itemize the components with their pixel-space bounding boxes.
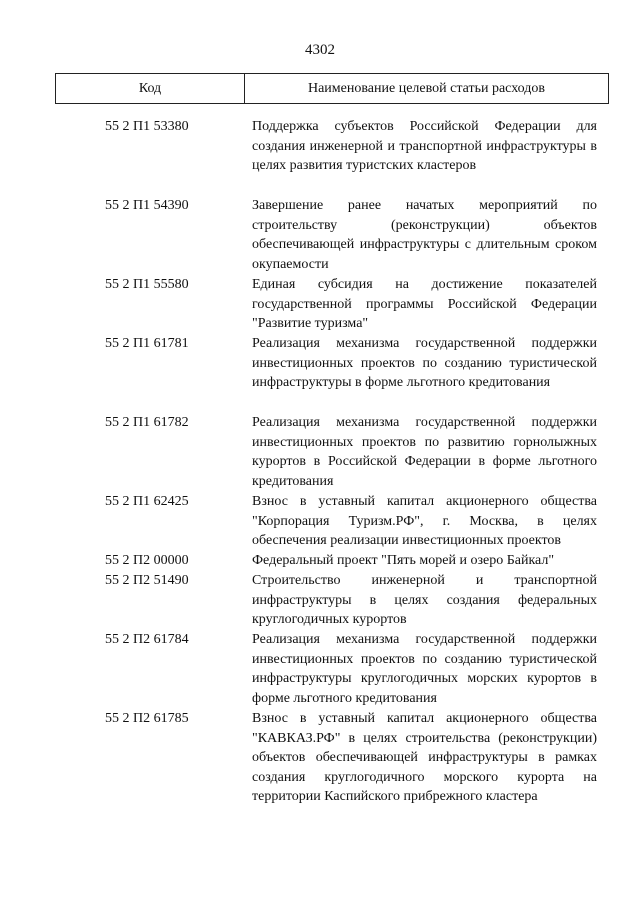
table-row xyxy=(0,117,640,196)
table-row xyxy=(0,709,640,827)
table-row xyxy=(0,551,640,571)
row-code: 55 2 П2 00000 xyxy=(105,553,189,568)
table-row xyxy=(0,492,640,551)
row-name: Реализация механизма государственной поддержки инвестиционных проектов по развитию горнолыжных курортов в Российской Федерации в форме льготного кредитования xyxy=(252,415,597,489)
row-name: Единая субсидия на достижение показателей государственной программы Российской Федерации "Развитие туризма" xyxy=(252,277,597,332)
row-code: 55 2 П1 54390 xyxy=(105,198,189,213)
table-header xyxy=(55,73,609,104)
row-code: 55 2 П1 61781 xyxy=(105,336,189,351)
row-code: 55 2 П1 55580 xyxy=(105,277,189,292)
row-name: Строительство инженерной и транспортной инфраструктуры в целях создания федеральных круглогодичных курортов xyxy=(252,573,597,628)
header-code: Код xyxy=(56,74,245,103)
page-number: 4302 xyxy=(305,42,335,58)
row-code: 55 2 П1 62425 xyxy=(105,494,189,509)
table-body xyxy=(0,117,640,827)
row-name: Взнос в уставный капитал акционерного общества "КАВКАЗ.РФ" в целях строительства (реконструкции) объектов обеспечивающей инфраструктуры в рамках создания круглогодичного морского курорта на территории Каспийского прибрежного кластера xyxy=(252,711,597,805)
row-code: 55 2 П2 51490 xyxy=(105,573,189,588)
row-code: 55 2 П2 61784 xyxy=(105,632,189,647)
table-row xyxy=(0,630,640,709)
row-name: Федеральный проект "Пять морей и озеро Байкал" xyxy=(252,553,555,568)
row-name: Поддержка субъектов Российской Федерации для создания инженерной и транспортной инфраструктуры в целях развития туристских кластеров xyxy=(252,119,597,174)
row-code: 55 2 П2 61785 xyxy=(105,711,189,726)
row-name: Взнос в уставный капитал акционерного общества "Корпорация Туризм.РФ", г. Москва, в целях обеспечения реализации инвестиционных проектов xyxy=(252,494,597,549)
row-code: 55 2 П1 53380 xyxy=(105,119,189,134)
table-row xyxy=(0,275,640,334)
row-name: Реализация механизма государственной поддержки инвестиционных проектов по созданию туристической инфраструктуры круглогодичных морских курортов в форме льготного кредитования xyxy=(252,632,597,706)
row-name: Завершение ранее начатых мероприятий по строительству (реконструкции) объектов обеспечивающей инфраструктуры с длительным сроком окупаемости xyxy=(252,198,597,272)
table-row xyxy=(0,196,640,275)
header-name: Наименование целевой статьи расходов xyxy=(307,80,546,96)
row-name: Реализация механизма государственной поддержки инвестиционных проектов по созданию туристической инфраструктуры в форме льготного кредитования xyxy=(252,336,597,391)
table-row xyxy=(0,571,640,630)
table-row xyxy=(0,413,640,492)
row-code: 55 2 П1 61782 xyxy=(105,415,189,430)
table-row xyxy=(0,334,640,413)
